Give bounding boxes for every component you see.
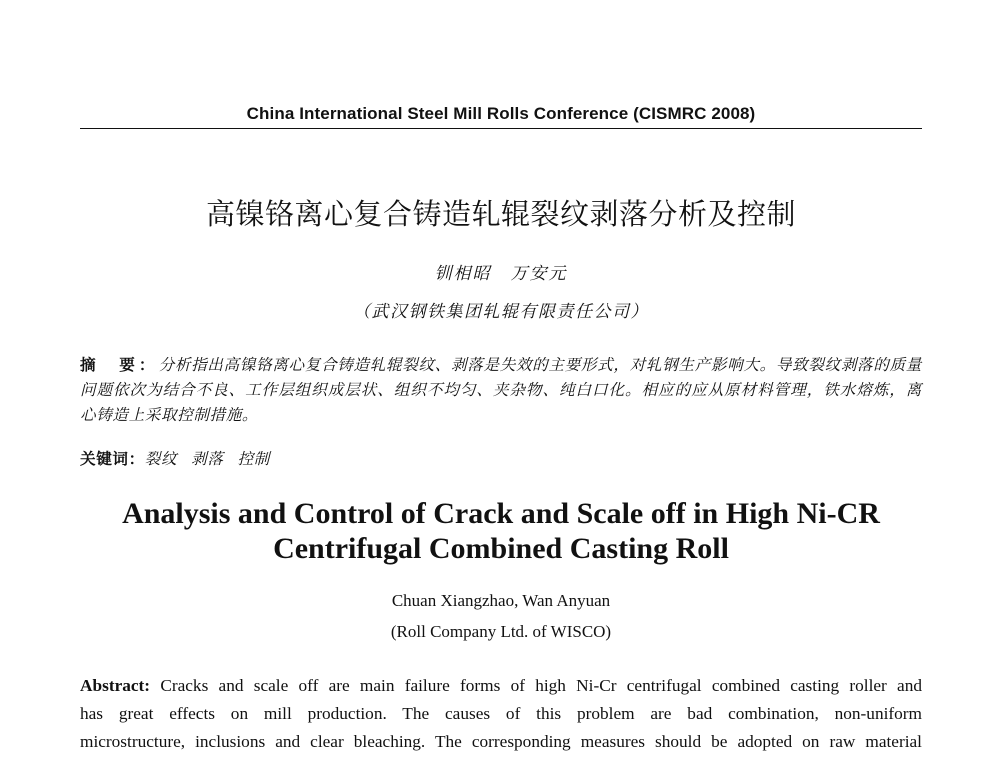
english-authors: Chuan Xiangzhao, Wan Anyuan (391, 591, 611, 610)
english-abstract-text: Cracks and scale off are main failure forms of high Ni-Cr centrifugal combined casting roller and (160, 676, 922, 695)
header-rule (80, 128, 922, 129)
chinese-abstract-label: 摘 要： (80, 356, 159, 374)
english-abstract-line-1 (80, 672, 922, 700)
chinese-authors: 钏相昭 万安元 (434, 264, 568, 284)
running-header: China International Steel Mill Rolls Conference (CISMRC 2008) (246, 104, 756, 123)
keyword-item: 剥落 (191, 450, 224, 468)
english-title (80, 496, 922, 566)
english-title-line-1: Analysis and Control of Crack and Scale off in High Ni-CR (122, 497, 880, 530)
english-abstract (80, 672, 922, 756)
keyword-item: 控制 (237, 450, 270, 468)
chinese-affiliation: （武汉钢铁集团轧辊有限责任公司） (353, 302, 649, 322)
english-title-line-2: Centrifugal Combined Casting Roll (273, 532, 729, 565)
chinese-keywords (80, 447, 922, 469)
chinese-abstract-text: 分析指出高镍铬离心复合铸造轧辊裂纹、剥落是失效的主要形式，对轧钢生产影响大。导致裂纹剥落的质量问题依次为结合不良、工作层组织成层状、组织不均匀、夹杂物、纯白口化。相应的应从原材料管理，铁水熔炼，离心铸造上采取控制措施。 (80, 356, 922, 424)
english-abstract-label: Abstract: (80, 676, 151, 695)
english-abstract-line-2: has great effects on mill production. The causes of this problem are bad combination, non-uniform (80, 704, 922, 723)
chinese-title: 高镍铬离心复合铸造轧辊裂纹剥落分析及控制 (205, 197, 796, 231)
keyword-item: 裂纹 (144, 450, 178, 468)
chinese-abstract (80, 353, 922, 428)
chinese-keywords-label: 关键词： (80, 450, 145, 468)
english-affiliation: (Roll Company Ltd. of WISCO) (390, 622, 612, 641)
english-abstract-line-3: microstructure, inclusions and clear bleaching. The corresponding measures should be adopted on raw material (80, 732, 922, 751)
